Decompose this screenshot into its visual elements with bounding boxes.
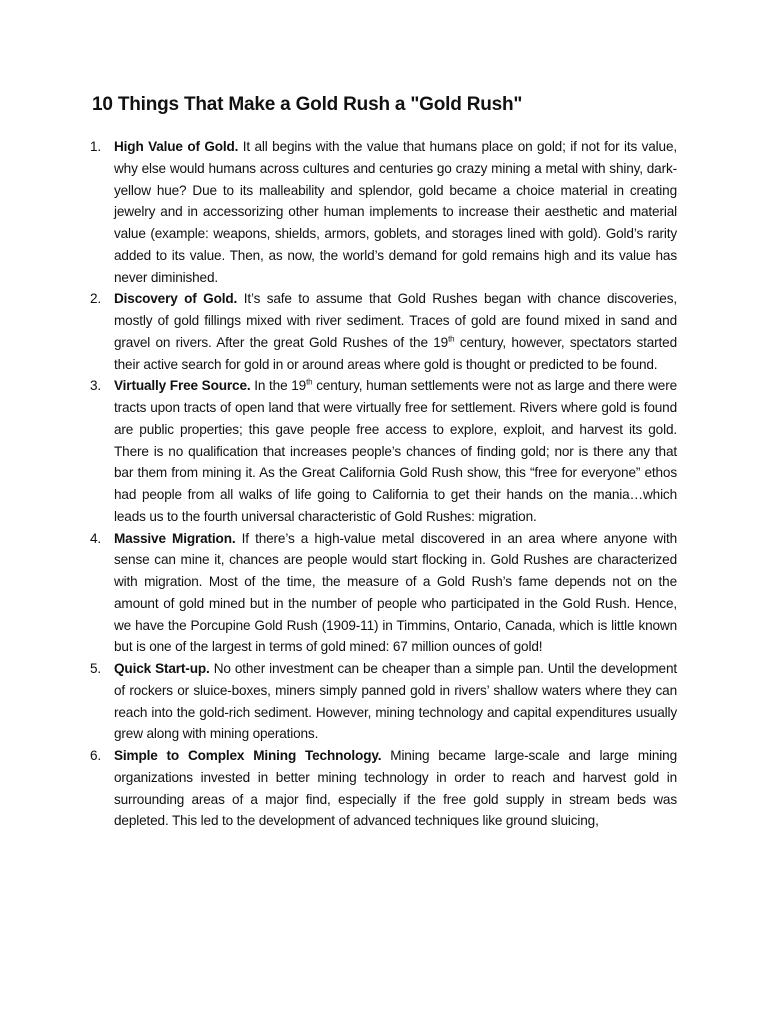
list-item xyxy=(0,658,677,745)
item-text: In the 19 xyxy=(254,378,307,394)
list-item xyxy=(0,528,677,659)
item-text: It all begins with the value that humans place on gold; if not for its value, why else would humans across cultures and centuries go crazy mining a metal with shiny, dark-yellow hue? Due to its malleability and splendor, gold became a choice material in creating jewelry and in accessorizing other human implements to increase their aesthetic and material value (example: weapons, shields, armors, goblets, and storages lined with gold). Gold’s rarity added to its value. Then, as now, the world’s demand for gold remains high and its value has never diminished. xyxy=(114,139,677,285)
list-item xyxy=(0,375,677,527)
item-heading: Discovery of Gold. xyxy=(114,291,238,307)
numbered-list xyxy=(0,136,768,832)
item-number: 3. xyxy=(90,378,102,394)
list-item xyxy=(0,288,677,375)
item-number: 5. xyxy=(90,661,102,676)
list-item xyxy=(0,136,677,288)
item-text: No other investment can be cheaper than a simple pan. Until the development of rockers or sluice-boxes, miners simply panned gold in rivers’ shallow waters where they can reach into the gold-rich sediment. However, mining technology and capital expenditures usually grew along with mining operations. xyxy=(114,661,677,742)
item-number: 4. xyxy=(90,530,102,546)
list-item xyxy=(0,745,677,832)
item-text-continued: century, human settlements were not as large and there were tracts upon tracts of open land that were virtually free for settlement. Rivers where gold is found are public properties; this gave people free access to explore, exploit, and harvest its gold. There is no qualification that increases people’s chances of finding gold; nor is there any that bar them from mining it. As the Great California Gold Rush show, this “free for everyone” ethos had people from all walks of life going to California to get their hands on the mania…which leads us to the fourth universal characteristic of Gold Rushes: migration. xyxy=(114,378,677,524)
item-heading: High Value of Gold. xyxy=(114,139,239,154)
item-number: 1. xyxy=(90,139,102,154)
item-number: 6. xyxy=(90,748,102,763)
item-text: It’s safe to assume that Gold Rushes began with chance discoveries, mostly of gold fillings mixed with river sediment. Traces of gold are found mixed in sand and gravel on rivers. After the great Gold Rushes of the 19 xyxy=(114,291,677,350)
document-title: 10 Things That Make a Gold Rush a "Gold Rush" xyxy=(92,94,523,115)
item-text: Mining became large-scale and large mining organizations invested in better mining technology in order to reach and harvest gold in surrounding areas of a major find, especially if the free gold supply in stream beds was depleted. This led to the development of advanced techniques like ground sluicing, xyxy=(114,748,677,829)
item-text-continued: century, however, spectators started their active search for gold in or around areas where gold is thought or predicted to be found. xyxy=(114,334,677,372)
item-heading: Massive Migration. xyxy=(114,530,236,546)
item-heading: Simple to Complex Mining Technology. xyxy=(114,748,382,763)
item-heading: Quick Start-up. xyxy=(114,661,210,676)
item-number: 2. xyxy=(90,291,102,307)
item-text: If there’s a high-value metal discovered in an area where anyone with sense can mine it, chances are people would start flocking in. Gold Rushes are characterized with migration. Most of the time, the measure of a Gold Rush’s fame depends not on the amount of gold mined but in the number of people who participated in the Gold Rush. Hence, we have the Porcupine Gold Rush (1909-11) in Timmins, Ontario, Canada, which is little known but is one of the largest in terms of gold mined: 67 million ounces of gold! xyxy=(114,530,678,655)
superscript: th xyxy=(306,377,313,387)
item-heading: Virtually Free Source. xyxy=(114,378,251,394)
superscript: th xyxy=(448,334,455,344)
